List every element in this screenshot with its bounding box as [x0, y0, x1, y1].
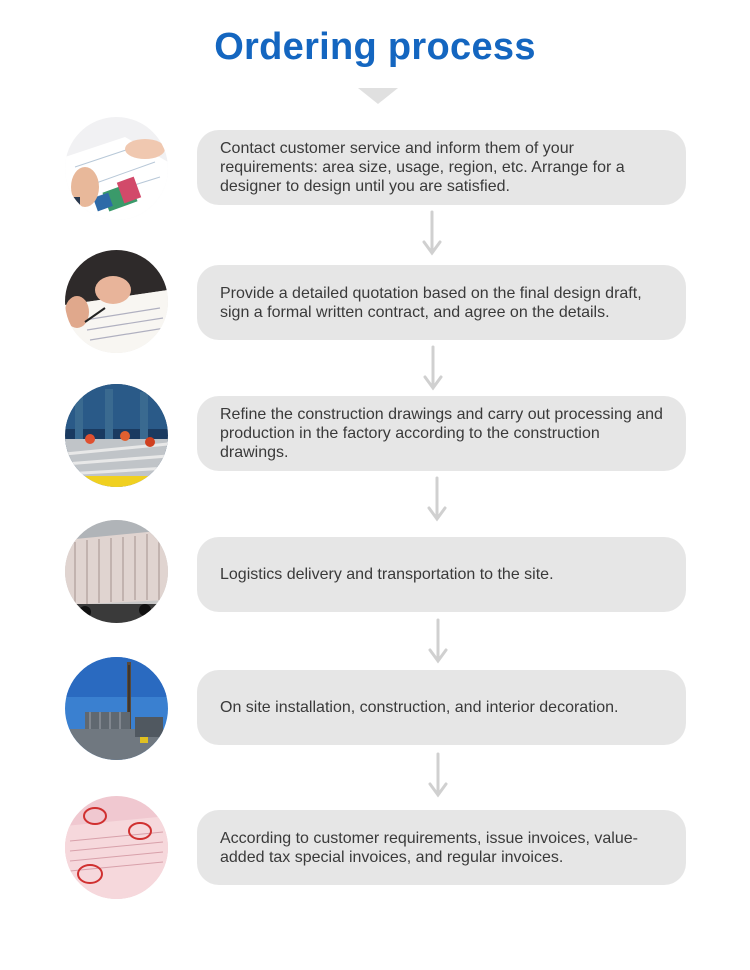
step-1-box [197, 130, 686, 205]
step-5-box [197, 670, 686, 745]
step-3-text: Refine the construction drawings and carry out processing and production in the factory according to the construction drawings. [220, 406, 663, 461]
crane-installation-photo [65, 657, 168, 760]
step-1-text: Contact customer service and inform them of your requirements: area size, usage, region, etc. Arrange for a designer to design until you are satisfied. [220, 140, 625, 195]
arrow-down-icon [421, 210, 443, 256]
arrow-down-icon [427, 618, 449, 664]
caret-down-icon [358, 88, 398, 104]
arrow-down-icon [422, 345, 444, 391]
step-6-text: According to customer requirements, issue invoices, value-added tax special invoices, and regular invoices. [220, 829, 638, 866]
step-4-text: Logistics delivery and transportation to the site. [220, 566, 554, 583]
design-drawing-photo [65, 117, 168, 220]
step-4-box [197, 537, 686, 612]
arrow-down-icon [427, 752, 449, 798]
invoice-stamps-photo [65, 796, 168, 899]
step-5-text: On site installation, construction, and interior decoration. [220, 699, 619, 716]
step-6-box [197, 810, 686, 885]
step-3-box [197, 396, 686, 471]
contract-signing-photo [65, 250, 168, 353]
step-2-box [197, 265, 686, 340]
container-truck-photo [65, 520, 168, 623]
factory-production-photo [65, 384, 168, 487]
step-2-text: Provide a detailed quotation based on the final design draft, sign a formal written contract, and agree on the details. [220, 284, 642, 321]
arrow-down-icon [426, 476, 448, 522]
page-title: Ordering process [214, 26, 536, 68]
